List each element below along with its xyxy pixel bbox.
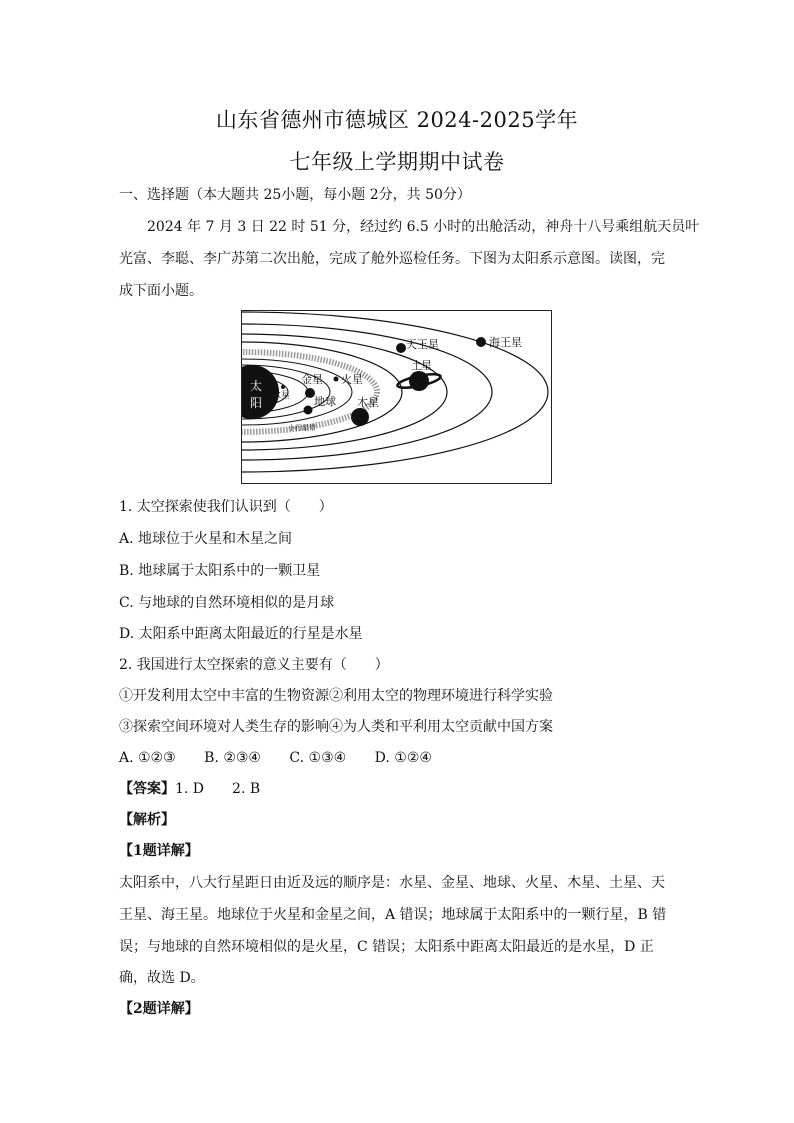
q1-stem: 1. 太空探索使我们认识到（ ） <box>119 499 333 515</box>
q1-detail-line-1: 太阳系中，八大行星距日由近及远的顺序是：水星、金星、地球、火星、木星、土星、天 <box>119 875 665 891</box>
intro-line-1: 2024 年 7 月 3 日 22 时 51 分，经过约 6.5 小时的出舱活动，神舟十八号乘组航天员叶 <box>147 219 700 235</box>
q1-detail-line-2: 王星、海王星。地球位于火星和金星之间，A 错误；地球属于太阳系中的一颗行星，B 错 <box>119 907 667 923</box>
saturn-label-2: 星 <box>421 359 432 372</box>
mercury-label: 水星 <box>272 391 291 401</box>
jupiter <box>351 408 369 426</box>
q2-option-a: A. ①②③ <box>119 750 176 766</box>
answer-line <box>119 779 260 799</box>
q1-detail-heading: 【1题详解】 <box>119 843 199 859</box>
q1-detail-line-3: 误；与地球的自然环境相似的是火星，C 错误；太阳系中距离太阳最近的是水星，D 正 <box>119 939 654 955</box>
q2-stem: 2. 我国进行太空探索的意义主要有（ ） <box>119 657 389 673</box>
q2-option-d: D. ①②④ <box>374 750 432 766</box>
q1-option-c: C. 与地球的自然环境相似的是月球 <box>119 595 335 611</box>
saturn <box>409 371 429 391</box>
sun-label-2: 阳 <box>250 396 263 410</box>
mercury <box>281 385 285 389</box>
analysis-heading: 【解析】 <box>119 812 175 828</box>
neptune-label: 海王星 <box>489 336 522 349</box>
earth <box>304 406 313 415</box>
earth-label: 地球 <box>314 395 336 408</box>
mars <box>334 377 339 382</box>
section-heading: 一、选择题（本大题共 25小题，每小题 2分，共 50分） <box>119 187 471 203</box>
asteroid-belt-label: 小行星带 <box>288 424 316 432</box>
q1-option-d: D. 太阳系中距离太阳最近的行星是水星 <box>119 626 363 642</box>
page-title-line1: 山东省德州市德城区 2024-2025学年 <box>215 108 579 132</box>
jupiter-label: 木星 <box>357 396 379 409</box>
answer-text: 1. D 2. B <box>175 781 261 797</box>
intro-line-3: 成下面小题。 <box>119 283 203 299</box>
answer-label: 【答案】 <box>119 781 175 797</box>
q2-statement-1: ①开发利用太空中丰富的生物资源②利用太空的物理环境进行科学实验 <box>119 688 553 704</box>
q2-option-c: C. ①③④ <box>289 750 347 766</box>
intro-line-2: 光富、李聪、李广苏第二次出舱，完成了舱外巡检任务。下图为太阳系示意图。读图，完 <box>119 251 665 267</box>
uranus-label: 天王星 <box>406 338 439 351</box>
page-title-line2: 七年级上学期期中试卷 <box>289 150 505 174</box>
q2-statement-2: ③探索空间环境对人类生存的影响④为人类和平利用太空贡献中国方案 <box>119 719 553 735</box>
q1-detail-line-4: 确，故选 D。 <box>119 970 205 986</box>
venus-label: 金星 <box>301 373 323 386</box>
q1-option-a: A. 地球位于火星和木星之间 <box>119 531 293 547</box>
q1-option-b: B. 地球属于太阳系中的一颗卫星 <box>119 563 321 579</box>
neptune <box>476 337 486 347</box>
saturn-label-1: 土 <box>411 359 422 372</box>
uranus <box>396 343 406 353</box>
solar-system-diagram <box>241 310 552 484</box>
sun-label-1: 太 <box>250 379 263 393</box>
mars-label: 火星 <box>341 373 363 386</box>
q2-options <box>119 748 456 768</box>
q2-detail-heading: 【2题详解】 <box>119 1001 199 1017</box>
q2-option-b: B. ②③④ <box>204 750 261 766</box>
